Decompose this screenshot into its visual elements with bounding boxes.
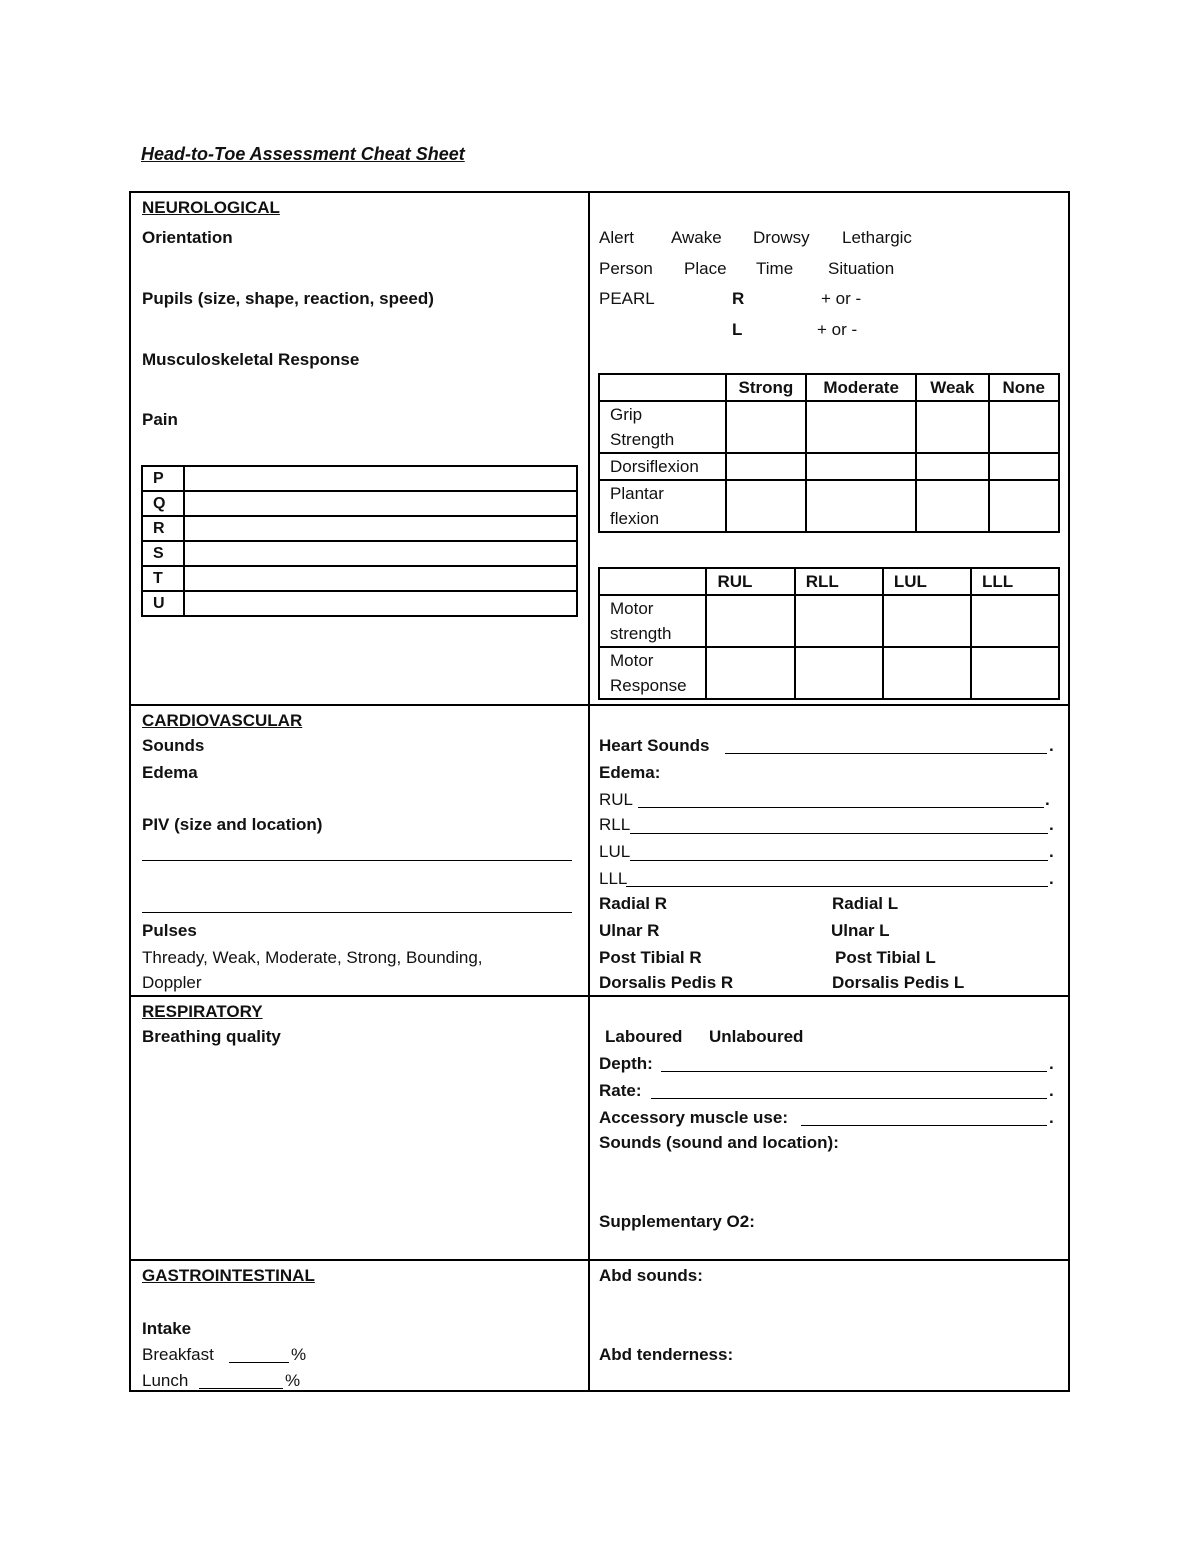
table-row [599,480,1059,532]
strength-row-label [599,401,726,453]
table-header-row [599,374,1059,401]
abd-sounds-label: Abd sounds: [599,1266,703,1285]
depth-period: . [1049,1054,1054,1073]
loc-lethargic[interactable]: Lethargic [842,228,912,247]
limb-cell[interactable] [883,647,971,699]
strength-row-label [599,480,726,532]
cardio-heading: CARDIOVASCULAR [142,711,303,730]
pupil-left-plus-minus[interactable]: + or - [817,320,858,339]
orient-time[interactable]: Time [756,259,794,278]
grip-line2: Strength [610,430,675,449]
cardio-edema-label: Edema [142,763,198,782]
breathing-quality-label: Breathing quality [142,1027,281,1046]
pqrstu-table [141,465,578,617]
strength-cell[interactable] [806,401,916,453]
orientation-label: Orientation [142,228,233,247]
strength-cell[interactable] [806,480,916,532]
loc-drowsy[interactable]: Drowsy [753,228,810,247]
unlaboured-option[interactable]: Unlaboured [709,1027,804,1046]
pearl-label: PEARL [599,289,655,308]
loc-alert[interactable]: Alert [599,228,634,247]
limb-cell[interactable] [971,647,1059,699]
table-row [599,647,1059,699]
pulses-label: Pulses [142,921,197,940]
gi-heading: GASTROINTESTINAL [142,1266,315,1285]
breakfast-percent: % [291,1345,307,1364]
table-row [599,401,1059,453]
edema-lul-period: . [1049,842,1054,861]
rate-field[interactable] [651,1098,1047,1099]
limb-row-label [599,595,706,647]
limb-header-lll: LLL [971,568,1059,595]
strength-cell[interactable] [916,480,988,532]
section-divider-gi [131,1259,1068,1261]
section-divider-resp [131,995,1068,997]
accessory-muscle-period: . [1049,1108,1054,1127]
pulse-post-tibial-r: Post Tibial R [599,948,702,967]
orient-situation[interactable]: Situation [828,259,895,278]
pqrstu-letter: U [142,591,184,616]
strength-table [598,373,1060,533]
lunch-label: Lunch [142,1371,189,1390]
laboured-option[interactable]: Laboured [605,1027,683,1046]
limb-table [598,567,1060,700]
edema-colon-label: Edema: [599,763,661,782]
resp-sounds-label: Sounds (sound and location): [599,1133,839,1152]
table-row [142,566,577,591]
pupils-label: Pupils (size, shape, reaction, speed) [142,289,434,308]
pupil-left-label: L [732,320,743,339]
edema-rul-field[interactable] [638,807,1044,808]
motor-response-line1: Motor [610,651,654,670]
lunch-field[interactable] [199,1388,283,1389]
rate-period: . [1049,1081,1054,1100]
grip-line1: Grip [610,405,643,424]
section-divider-cardio [131,704,1068,706]
pain-label: Pain [142,410,178,429]
limb-cell[interactable] [795,595,883,647]
table-row [599,453,1059,480]
pulse-scale-line1: Thready, Weak, Moderate, Strong, Bounding, [142,948,483,967]
strength-cell[interactable] [726,480,807,532]
limb-cell[interactable] [971,595,1059,647]
cardio-sounds-label: Sounds [142,736,205,755]
strength-cell[interactable] [726,453,807,480]
pupil-right-plus-minus[interactable]: + or - [821,289,862,308]
edema-lul-field[interactable] [630,860,1048,861]
edema-rll-label: RLL [599,815,631,834]
table-row [599,595,1059,647]
edema-rll-field[interactable] [630,833,1048,834]
limb-header-lul: LUL [883,568,971,595]
edema-lll-period: . [1049,869,1054,888]
breakfast-field[interactable] [229,1362,289,1363]
assessment-sheet [129,191,1070,1392]
heart-sounds-period: . [1049,736,1054,755]
resp-heading: RESPIRATORY [142,1002,263,1021]
pqrstu-entry[interactable] [184,516,577,541]
pqrstu-letter: T [142,566,184,591]
orient-place[interactable]: Place [684,259,727,278]
pqrstu-letter: Q [142,491,184,516]
table-row [142,491,577,516]
limb-header-blank [599,568,706,595]
pqrstu-entry[interactable] [184,566,577,591]
pqrstu-letter: S [142,541,184,566]
pqrstu-entry[interactable] [184,491,577,516]
strength-cell[interactable] [989,453,1060,480]
pulse-radial-r: Radial R [599,894,668,913]
strength-header-moderate: Moderate [806,374,916,401]
limb-cell[interactable] [795,647,883,699]
pulse-dorsalis-pedis-r: Dorsalis Pedis R [599,973,734,992]
limb-header-rll: RLL [795,568,883,595]
strength-cell[interactable] [916,453,988,480]
limb-header-rul: RUL [706,568,794,595]
pqrstu-letter: P [142,466,184,491]
table-row [142,591,577,616]
motor-response-line2: Response [610,676,687,695]
rate-label: Rate: [599,1081,642,1100]
pulse-radial-l: Radial L [832,894,899,913]
depth-field[interactable] [661,1071,1047,1072]
piv-line-2[interactable] [142,912,572,913]
heart-sounds-field[interactable] [725,753,1047,754]
strength-row-label: Dorsiflexion [599,453,726,480]
motor-strength-line1: Motor [610,599,654,618]
limb-cell[interactable] [883,595,971,647]
piv-label: PIV (size and location) [142,815,323,834]
pqrstu-letter: R [142,516,184,541]
strength-header-none: None [989,374,1060,401]
strength-header-strong: Strong [726,374,807,401]
intake-label: Intake [142,1319,192,1338]
breakfast-label: Breakfast [142,1345,214,1364]
strength-cell[interactable] [806,453,916,480]
pulse-dorsalis-pedis-l: Dorsalis Pedis L [832,973,965,992]
pulse-scale-line2: Doppler [142,973,202,992]
table-row [142,466,577,491]
edema-rll-period: . [1049,815,1054,834]
accessory-muscle-label: Accessory muscle use: [599,1108,788,1127]
pupil-right-label: R [732,289,745,308]
pulse-ulnar-r: Ulnar R [599,921,660,940]
plantar-line1: Plantar [610,484,664,503]
strength-cell[interactable] [989,401,1060,453]
table-header-row [599,568,1059,595]
edema-rul-label: RUL [599,790,634,809]
piv-line-1[interactable] [142,860,572,861]
table-row [142,516,577,541]
strength-header-blank [599,374,726,401]
loc-awake[interactable]: Awake [671,228,722,247]
pqrstu-entry[interactable] [184,591,577,616]
strength-cell[interactable] [726,401,807,453]
pulse-post-tibial-l: Post Tibial L [835,948,936,967]
musculoskeletal-label: Musculoskeletal Response [142,350,360,369]
column-divider [588,193,590,1390]
pqrstu-entry[interactable] [184,466,577,491]
accessory-muscle-field[interactable] [801,1125,1047,1126]
table-row [142,541,577,566]
abd-tenderness-label: Abd tenderness: [599,1345,734,1364]
edema-lll-label: LLL [599,869,628,888]
neuro-heading: NEUROLOGICAL [142,198,280,217]
pqrstu-entry[interactable] [184,541,577,566]
plantar-line2: flexion [610,509,660,528]
motor-strength-line2: strength [610,624,672,643]
limb-cell[interactable] [706,647,794,699]
limb-row-label [599,647,706,699]
strength-header-weak: Weak [916,374,988,401]
pulse-ulnar-l: Ulnar L [831,921,890,940]
supplementary-o2-label: Supplementary O2: [599,1212,755,1231]
edema-lll-field[interactable] [626,886,1048,887]
strength-cell[interactable] [989,480,1060,532]
heart-sounds-label: Heart Sounds [599,736,710,755]
depth-label: Depth: [599,1054,653,1073]
lunch-percent: % [285,1371,301,1390]
document-title: Head-to-Toe Assessment Cheat Sheet [141,144,465,164]
orient-person[interactable]: Person [599,259,653,278]
strength-cell[interactable] [916,401,988,453]
edema-rul-period: . [1045,790,1050,809]
limb-cell[interactable] [706,595,794,647]
edema-lul-label: LUL [599,842,631,861]
